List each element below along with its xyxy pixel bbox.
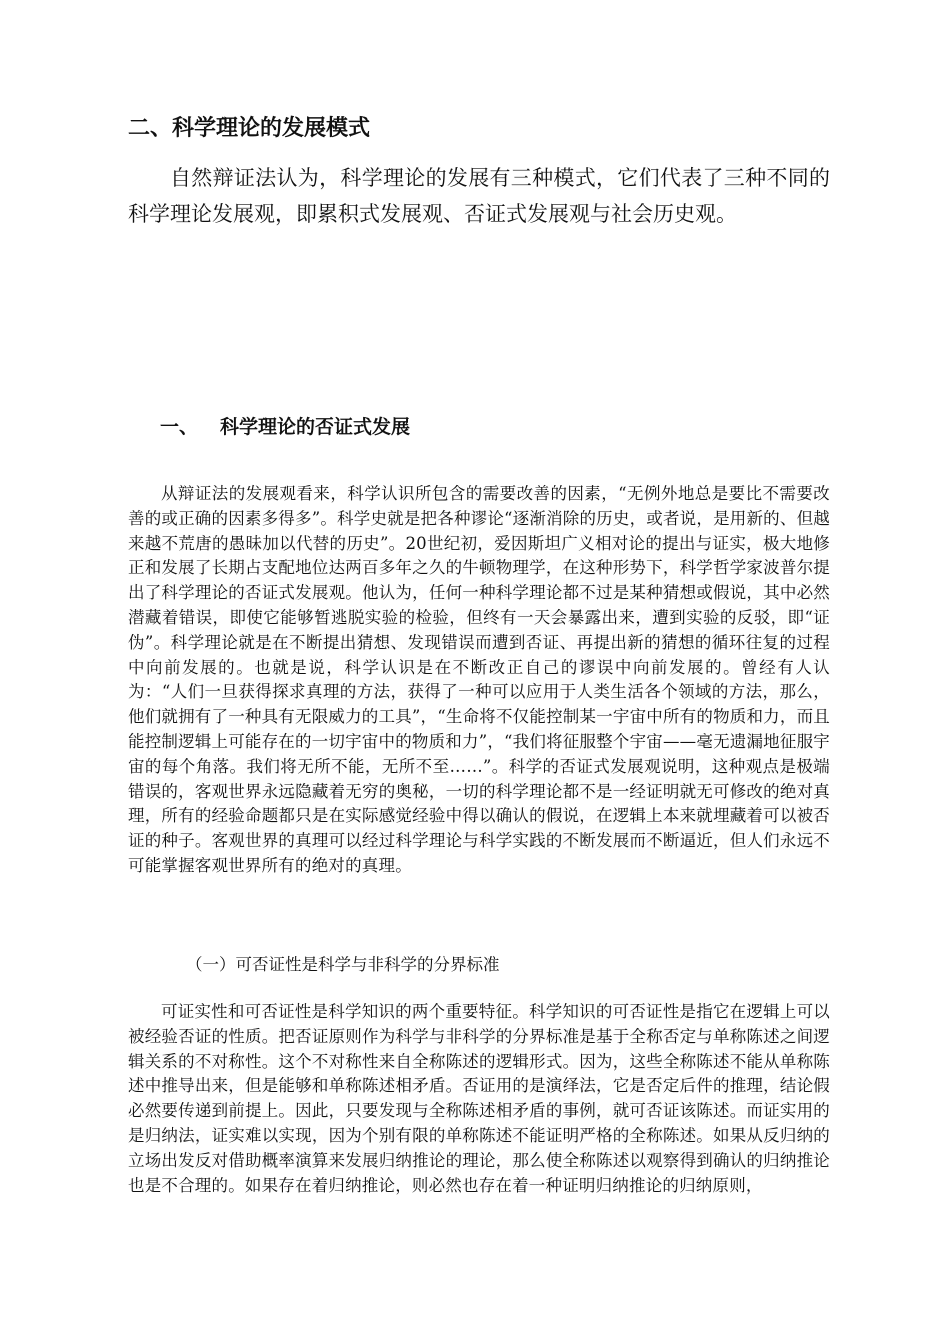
section-intro-paragraph: 自然辩证法认为，科学理论的发展有三种模式，它们代表了三种不同的科学理论发展观，即累积式发展观、否证式发展观与社会历史观。 (128, 166, 830, 226)
body-paragraph-2: 可证实性和可否证性是科学知识的两个重要特征。科学知识的可否证性是指它在逻辑上可以被经验否证的性质。把否证原则作为科学与非科学的分界标准是基于全称否定与单称陈述之间逻辑关系的不对称性。这个不对称性来自全称陈述的逻辑形式。因为，这些全称陈述不能从单称陈述中推导出来，但是能够和单称陈述相矛盾。否证用的是演绎法，它是否定后件的推理，结论假必然要传递到前提上。因此，只要发现与全称陈述相矛盾的事例，就可否证该陈述。而证实用的是归纳法，证实难以实现，因为个别有限的单称陈述不能证明严格的全称陈述。如果从反归纳的立场出发反对借助概率演算来发展归纳推论的理论，那么使全称陈述以观察得到确认的归纳推论也是不合理的。如果存在着归纳推论，则必然也存在着一种证明归纳推论的归纳原则， (128, 1002, 830, 1195)
subsection-title: 科学理论的否证式发展 (220, 416, 411, 438)
subsection-number: 一、 (160, 416, 199, 438)
body-paragraph-1: 从辩证法的发展观看来，科学认识所包含的需要改善的因素，“无例外地总是要比不需要改善的或正确的因素多得多”。科学史就是把各种谬论“逐渐消除的历史，或者说，是用新的、但越来越不荒唐的愚昧加以代替的历史”。20世纪初，爱因斯坦广义相对论的提出与证实，极大地修正和发展了长期占支配地位达两百多年之久的牛顿物理学，在这种形势下，科学哲学家波普尔提出了科学理论的否证式发展观。他认为，任何一种科学理论都不过是某种猜想或假说，其中必然潜藏着错误，即使它能够暂逃脱实验的检验，但终有一天会暴露出来，遭到实验的反驳，即“证伪”。科学理论就是在不断提出猜想、发现错误而遭到否证、再提出新的猜想的循环往复的过程中向前发展的。也就是说，科学认识是在不断改正自己的谬误中向前发展的。曾经有人认为：“人们一旦获得探求真理的方法，获得了一种可以应用于人类生活各个领域的方法，那么，他们就拥有了一种具有无限威力的工具”，“生命将不仅能控制某一宇宙中所有的物质和力，而且能控制逻辑上可能存在的一切宇宙中的物质和力”，“我们将征服整个宇宙——毫无遗漏地征服宇宙的每个角落。我们将无所不能，无所不至……”。科学的否证式发展观说明，这种观点是极端错误的，客观世界永远隐藏着无穷的奥秘，一切的科学理论都不是一经证明就无可修改的绝对真理，所有的经验命题都只是在实际感觉经验中得以确认的假说，在逻辑上本来就埋藏着可以被否证的种子。客观世界的真理可以经过科学理论与科学实践的不断发展而不断逼近，但人们永远不可能掌握客观世界所有的绝对的真理。 (128, 484, 830, 875)
subsection-heading (160, 412, 410, 442)
section-heading: 二、科学理论的发展模式 (128, 116, 371, 141)
point-heading-1: （一）可否证性是科学与非科学的分界标准 (186, 955, 500, 974)
